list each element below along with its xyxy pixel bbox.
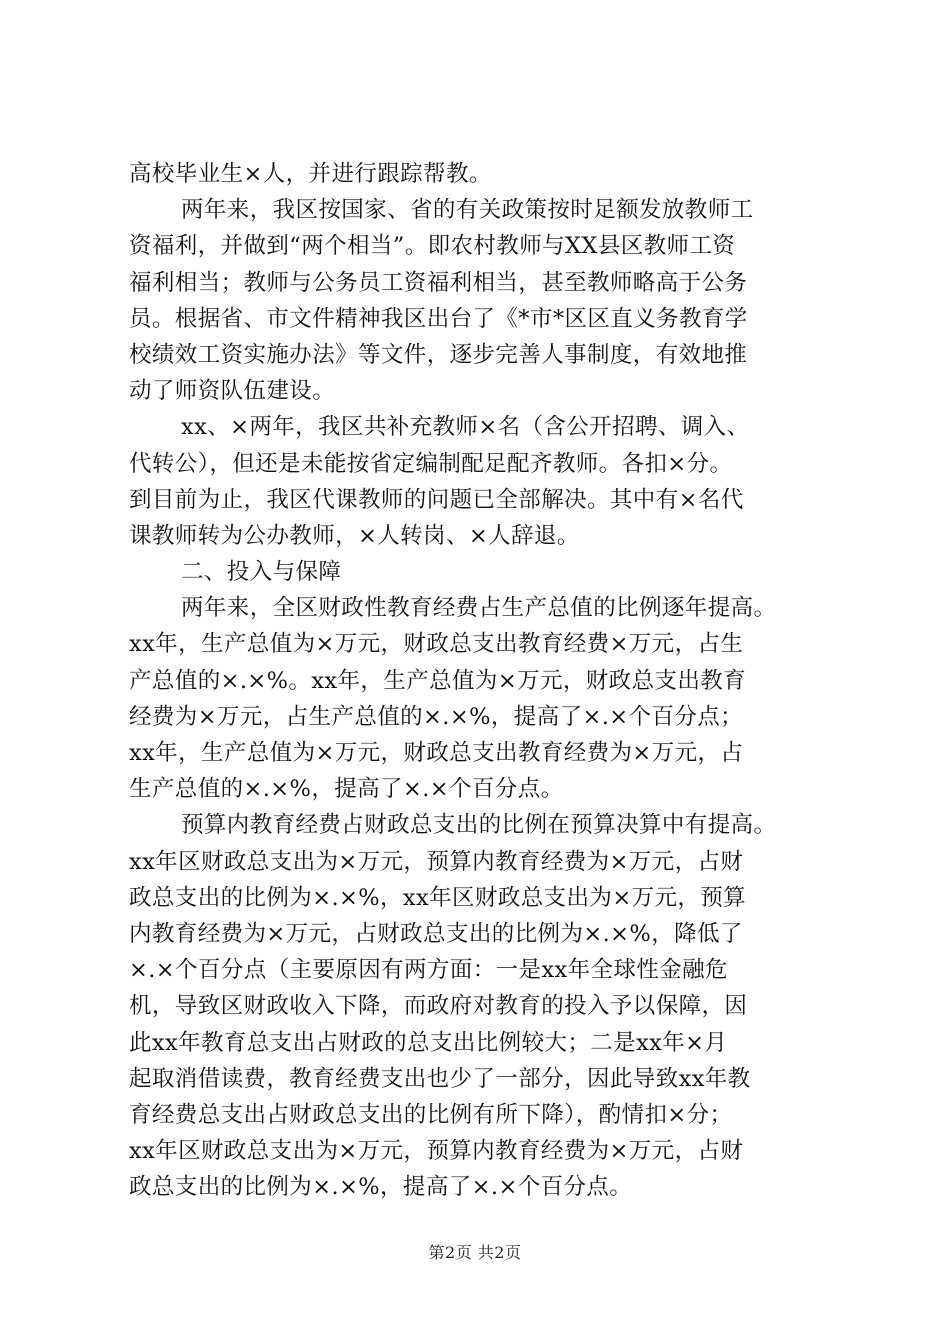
text-line: 政总支出的比例为×.×%，提高了×.×个百分点。 <box>129 1174 633 1201</box>
text-line: xx年区财政总支出为×万元，预算内教育经费为×万元，占财 <box>129 848 744 875</box>
document-body <box>129 156 829 1205</box>
text-line: 起取消借读费，教育经费支出也少了一部分，因此导致xx年教 <box>129 1065 751 1092</box>
text-line: 两年来，我区按国家、省的有关政策按时足额发放教师工 <box>181 197 754 224</box>
text-line: xx年区财政总支出为×万元，预算内教育经费为×万元，占财 <box>129 1138 744 1165</box>
text-line: 两年来，全区财政性教育经费占生产总值的比例逐年提高。 <box>181 595 777 622</box>
text-line: 高校毕业生×人，并进行跟踪帮教。 <box>129 161 492 187</box>
text-line: ×.×个百分点（主要原因有两方面：一是xx年全球性金融危 <box>129 957 728 984</box>
text-line: 育经费总支出占财政总支出的比例有所下降），酌情扣×分； <box>129 1101 733 1128</box>
text-line: 资福利，并做到“两个相当”。即农村教师与XX县区教师工资 <box>129 233 736 260</box>
text-line: 生产总值的×.×%，提高了×.×个百分点。 <box>129 776 564 803</box>
text-line: 代转公），但还是未能按省定编制配足配齐教师。各扣×分。 <box>129 450 733 477</box>
text-line: 产总值的×.×%。xx年，生产总值为×万元，财政总支出教育 <box>129 667 747 694</box>
text-line: 经费为×万元，占生产总值的×.×%，提高了×.×个百分点； <box>129 703 744 730</box>
text-line: 内教育经费为×万元，占财政总支出的比例为×.×%，降低了 <box>129 920 743 947</box>
text-line: xx、×两年，我区共补充教师×名（含公开招聘、调入、 <box>181 414 750 441</box>
text-line: 到目前为止，我区代课教师的问题已全部解决。其中有×名代 <box>129 486 744 513</box>
text-line: 此xx年教育总支出占财政的总支出比例较大；二是xx年×月 <box>129 1029 728 1056</box>
text-line: 校绩效工资实施办法》等文件，逐步完善人事制度，有效地推 <box>129 341 748 368</box>
text-line: 政总支出的比例为×.×%，xx年区财政总支出为×万元，预算 <box>129 884 747 911</box>
text-line: 动了师资队伍建设。 <box>129 378 336 405</box>
text-line: 福利相当；教师与公务员工资福利相当，甚至教师略高于公务 <box>129 269 748 296</box>
text-line: 预算内教育经费占财政总支出的比例在预算决算中有提高。 <box>181 812 777 839</box>
text-line: 二、投入与保障 <box>181 559 342 586</box>
page-footer: 第2页 共2页 <box>428 1243 522 1262</box>
text-line: xx年，生产总值为×万元，财政总支出教育经费为×万元，占 <box>129 740 744 766</box>
text-line: xx年，生产总值为×万元，财政总支出教育经费×万元，占生 <box>129 631 744 658</box>
text-line: 课教师转为公办教师，×人转岗、×人辞退。 <box>129 522 580 549</box>
text-line: 机，导致区财政收入下降，而政府对教育的投入予以保障，因 <box>129 993 748 1020</box>
text-line: 员。根据省、市文件精神我区出台了《*市*区区直义务教育学 <box>129 305 748 332</box>
